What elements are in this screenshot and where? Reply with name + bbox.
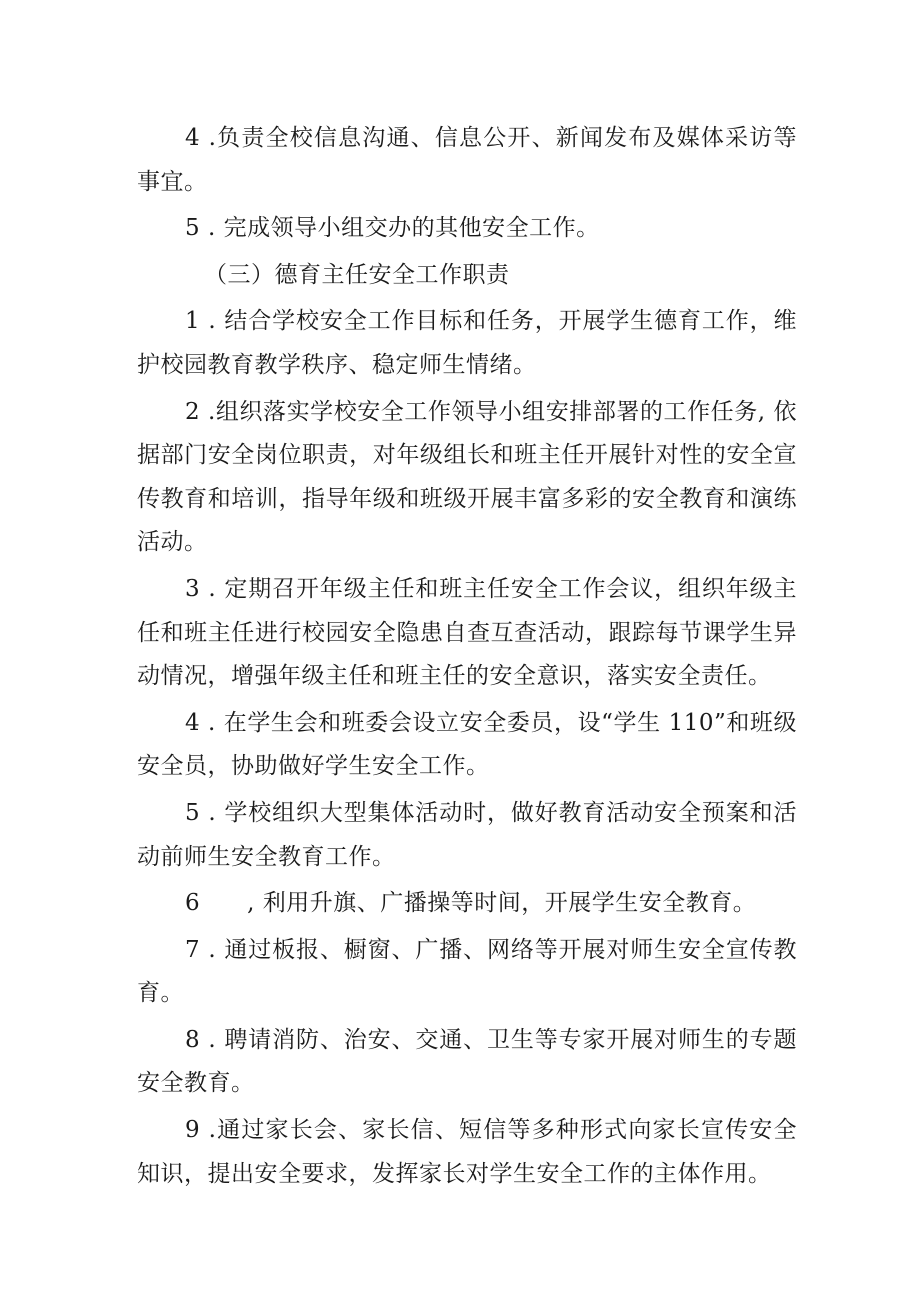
paragraph-item-5-other-tasks: 5 . 完成领导小组交办的其他安全工作。: [185, 215, 600, 242]
document-body: [137, 117, 797, 1196]
paragraph-item-4-info: 4 .负责全校信息沟通、信息公开、新闻发布及媒体采访等事宜。: [137, 125, 797, 195]
paragraph-duty-4: 4 . 在学生会和班委会设立安全委员，设“学生 110”和班级安全员，协助做好学生安全工作。: [137, 709, 797, 780]
paragraph-duty-5: 5 . 学校组织大型集体活动时，做好教育活动安全预案和活动前师生安全教育工作。: [137, 799, 797, 870]
paragraph-duty-2: 2 .组织落实学校安全工作领导小组安排部署的工作任务, 依据部门安全岗位职责，对年级组长和班主任开展针对性的安全宣传教育和培训，指导年级和班级开展丰富多彩的安全教育和演练活动。: [137, 398, 797, 556]
paragraph-duty-1: 1 . 结合学校安全工作目标和任务，开展学生德育工作，维护校园教育教学秩序、稳定师生情绪。: [137, 308, 797, 378]
paragraph-duty-8: 8 . 聘请消防、治安、交通、卫生等专家开展对师生的专题安全教育。: [137, 1026, 797, 1097]
paragraph-duty-7: 7 . 通过板报、橱窗、广播、网络等开展对师生安全宣传教育。: [137, 936, 797, 1007]
paragraph-duty-3: 3 . 定期召开年级主任和班主任安全工作会议，组织年级主任和班主任进行校园安全隐患自查互查活动，跟踪每节课学生异动情况，增强年级主任和班主任的安全意识，落实安全责任。: [137, 575, 797, 690]
paragraph-duty-9: 9 .通过家长会、家长信、短信等多种形式向家长宣传安全知识，提出安全要求，发挥家长对学生安全工作的主体作用。: [137, 1117, 797, 1187]
paragraph-duty-6: 6 , 利用升旗、广播操等时间，开展学生安全教育。: [185, 890, 757, 917]
section-heading-moral-director: （三）德育主任安全工作职责: [204, 261, 510, 288]
